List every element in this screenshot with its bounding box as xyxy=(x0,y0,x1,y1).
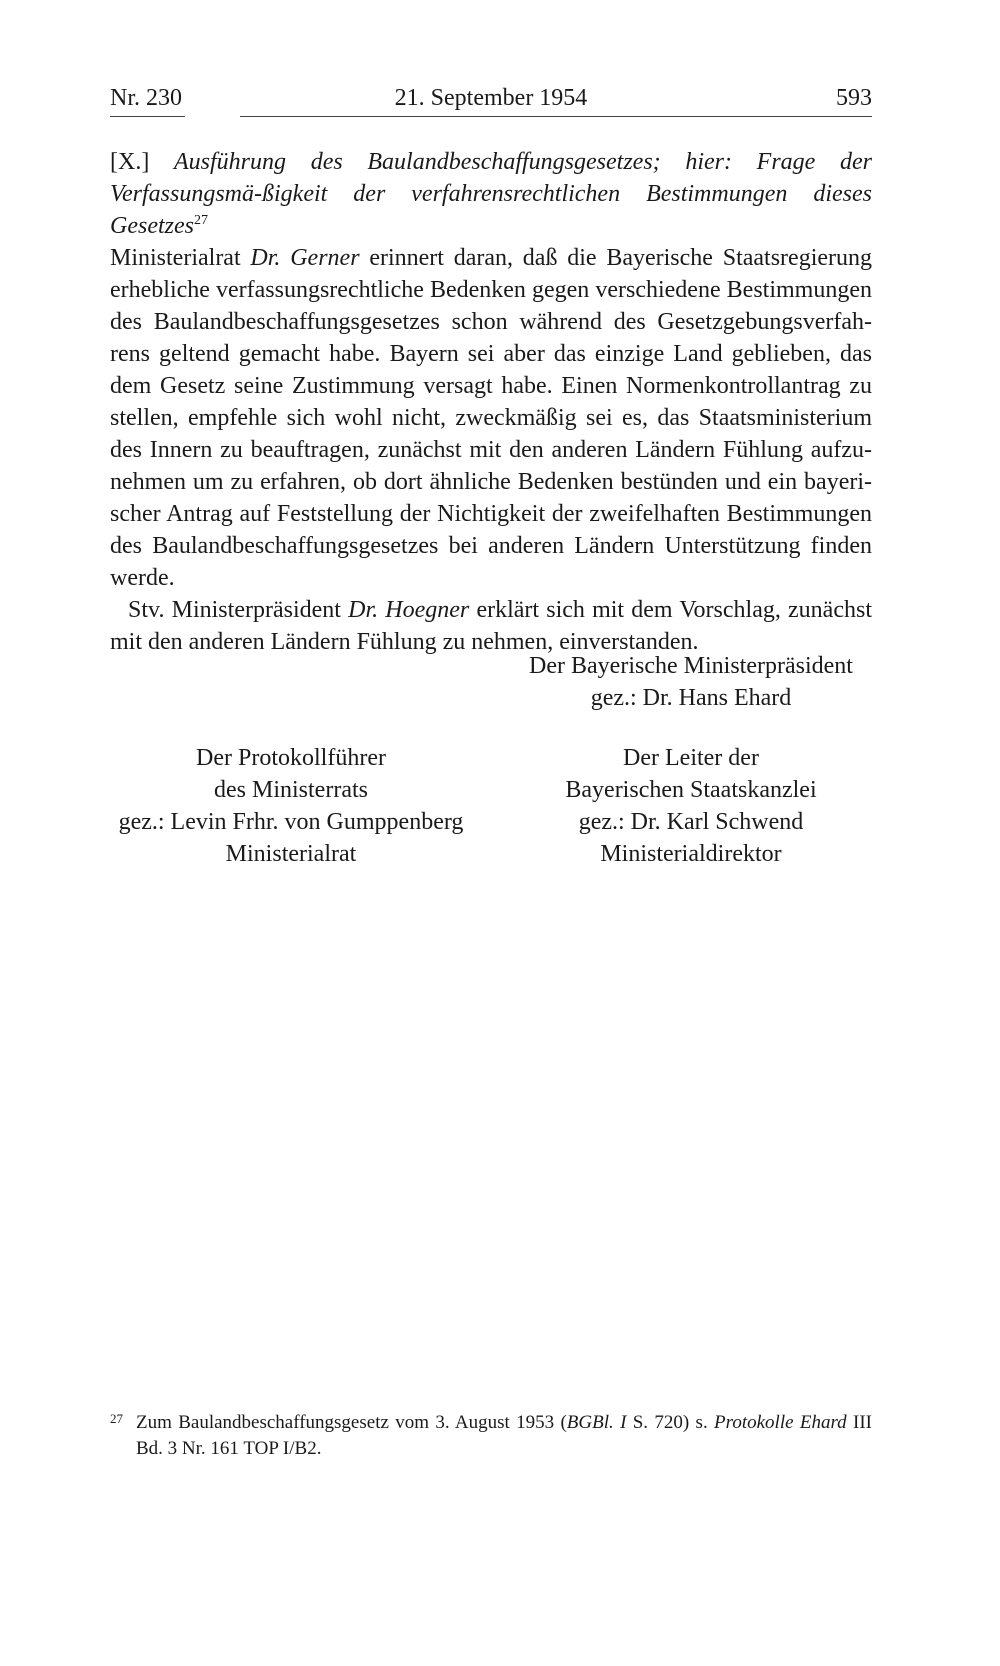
footnote-ref: 27 xyxy=(193,213,208,228)
section-heading xyxy=(110,146,872,242)
footnote-27 xyxy=(110,1410,872,1462)
speaker-name: Dr. Hoegner xyxy=(348,597,470,623)
footnote-text xyxy=(136,1410,872,1462)
section-title: Ausführung des Baulandbeschaffungsgesetzes; hier: Frage der Verfassungsmä-ßigkeit der verfahrensrechtlichen Bestimmungen dieses Gesetzes xyxy=(110,149,872,239)
signature-body: des Ministerrats xyxy=(214,777,368,803)
footnote-reference: Protokolle Ehard xyxy=(714,1412,847,1433)
signature-protocol-keeper xyxy=(110,742,472,870)
paragraph-text: erinnert daran, daß die Bayerische Staatsregierung erhebliche verfassungsrechtliche Bedenken gegen verschiedene Bestimmungen des Baulandbeschaffungsgesetzes schon während des Gesetzgebungsverfah-rens geltend gemacht habe. Bayern sei aber das einzige Land geblieben, das dem Gesetz seine Zustimmung versagt habe. Einen Normenkontrollantrag zu stellen, empfehle sich wohl nicht, zweckmäßig sei es, das Staatsministerium des Innern zu beauftragen, zunächst mit den anderen Ländern Fühlung aufzu-nehmen um zu erfahren, ob dort ähnliche Bedenken bestünden und ein bayeri-scher Antrag auf Feststellung der Nichtigkeit der zweifelhaften Bestimmungen des Baulandbeschaffungsgesetzes bei anderen Ländern Unterstützung finden werde. xyxy=(110,245,873,591)
signature-title: Der Leiter der xyxy=(623,745,759,771)
signature-rank: Ministerialdirektor xyxy=(600,841,782,867)
footnote-number: 27 xyxy=(110,1411,123,1426)
signature-chancellery-head xyxy=(510,742,872,870)
footnote-text-a: Zum Baulandbeschaffungsgesetz vom 3. August 1953 ( xyxy=(136,1412,567,1433)
footnote-source: BGBl. I xyxy=(566,1412,627,1433)
protocol-number: Nr. 230 xyxy=(110,85,182,111)
signature-minister-president xyxy=(510,650,872,714)
signature-title: Der Bayerische Ministerpräsident xyxy=(529,653,853,679)
signature-title: Der Protokollführer xyxy=(196,745,386,771)
header-rule-left xyxy=(110,116,185,117)
paragraph-hoegner xyxy=(110,594,872,658)
signature-name: gez.: Dr. Karl Schwend xyxy=(578,809,804,835)
signature-name: gez.: Dr. Hans Ehard xyxy=(590,685,792,711)
main-text xyxy=(110,146,872,658)
page-number: 593 xyxy=(836,85,872,111)
footnote-text-c: III Bd. 3 Nr. 161 TOP I/B2. xyxy=(136,1412,872,1459)
footnote-text-b: S. 720) s. xyxy=(626,1412,715,1433)
header-rule-right xyxy=(240,116,872,117)
speaker-title: Ministerialrat xyxy=(110,245,241,271)
header-date: 21. September 1954 xyxy=(394,85,588,111)
signature-body: Bayerischen Staatskanzlei xyxy=(565,777,817,803)
signature-rank: Ministerialrat xyxy=(225,841,357,867)
speaker-name: Dr. Gerner xyxy=(250,245,360,271)
speaker-title: Stv. Ministerpräsident xyxy=(128,597,341,623)
paragraph-gerner xyxy=(110,242,872,594)
signature-name: gez.: Levin Frhr. von Gumppenberg xyxy=(118,809,464,835)
paragraph-text: erklärt sich mit dem Vorschlag, zunächst mit den anderen Ländern Fühlung zu nehmen, einverstanden. xyxy=(110,597,872,655)
section-marker: [X.] xyxy=(110,149,150,175)
running-header xyxy=(110,80,872,116)
